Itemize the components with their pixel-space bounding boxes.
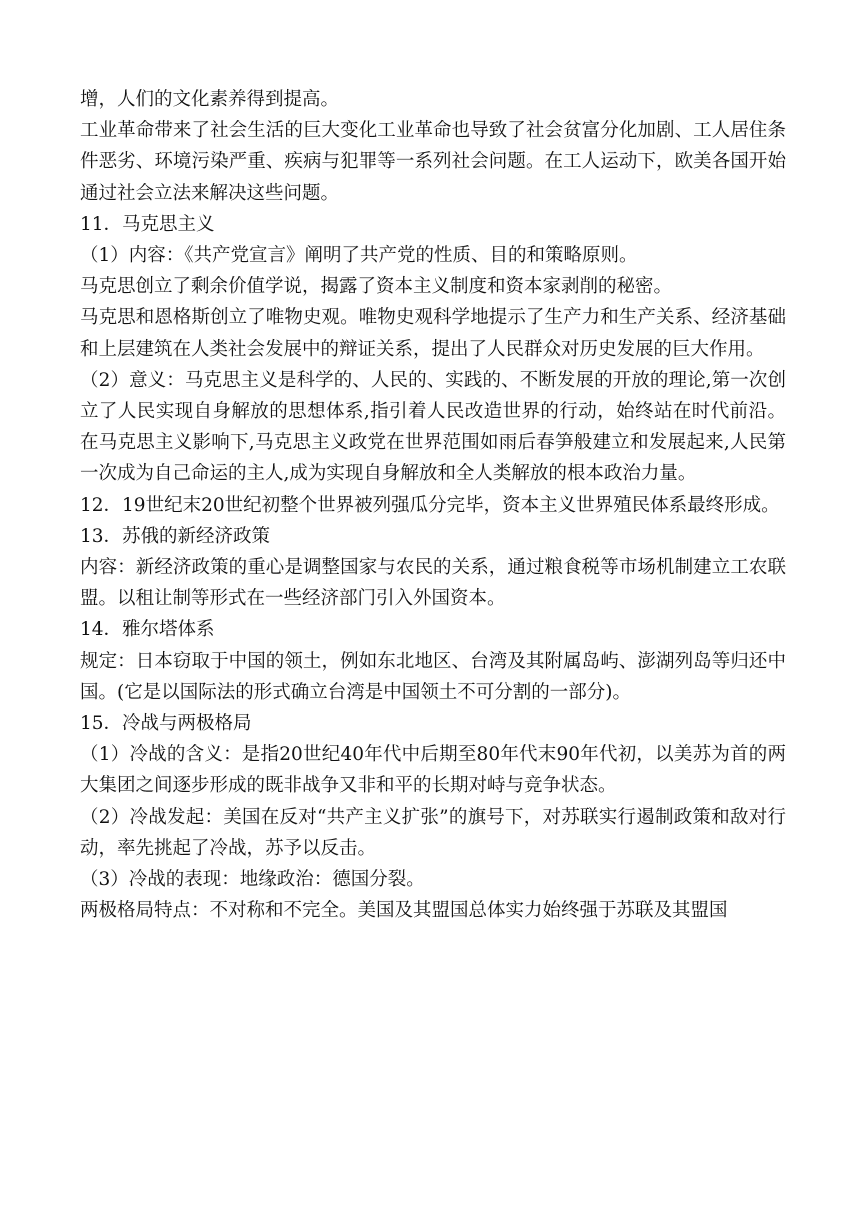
heading-marxism: 11．马克思主义 [80,213,215,235]
paragraph-marxism-content: （1）内容：《共产党宣言》阐明了共产党的性质、目的和策略原则。 [80,245,638,267]
paragraph-marxism-significance: （2）意义：马克思主义是科学的、人民的、实践的、不断发展的开放的理论,第一次创立了人民实现自身解放的思想体系,指引着人民改造世界的行动，始终站在时代前沿。在马克思主义影响下,马克思主义政党在世界范围如雨后春笋般建立和发展起来,人民第一次成为自己命运的主人,成为实现自身解放和全人类解放的根本政治力量。 [80,369,786,485]
paragraph-colonial-system: 12．19世纪末20世纪初整个世界被列强瓜分完毕，资本主义世界殖民体系最终形成。 [80,494,780,516]
paragraph-historical-materialism: 马克思和恩格斯创立了唯物史观。唯物史观科学地提示了生产力和生产关系、经济基础和上层建筑在人类社会发展中的辩证关系，提出了人民群众对历史发展的巨大作用。 [80,307,786,360]
paragraph-new-economic-policy: 内容：新经济政策的重心是调整国家与农民的关系，通过粮食税等市场机制建立工农联盟。以租让制等形式在一些经济部门引入外国资本。 [80,557,786,610]
paragraph-literacy: 增，人们的文化素养得到提高。 [80,89,340,110]
paragraph-yalta-provisions: 规定：日本窃取于中国的领土，例如东北地区、台湾及其附属岛屿、澎湖列岛等归还中国。(它是以国际法的形式确立台湾是中国领土不可分割的一部分)。 [80,650,786,703]
heading-yalta-system: 14．雅尔塔体系 [80,619,215,641]
document-body [80,84,786,926]
paragraph-surplus-value: 马克思创立了剩余价值学说，揭露了资本主义制度和资本家剥削的秘密。 [80,276,673,298]
heading-new-economic-policy: 13．苏俄的新经济政策 [80,525,271,547]
paragraph-industrial-revolution-effects: 工业革命带来了社会生活的巨大变化工业革命也导致了社会贫富分化加剧、工人居住条件恶劣、环境污染严重、疾病与犯罪等一系列社会问题。在工人运动下，欧美各国开始通过社会立法来解决这些问题。 [80,120,786,204]
paragraph-cold-war-manifestation: （3）冷战的表现：地缘政治：德国分裂。 [80,869,425,891]
paragraph-cold-war-origin: （2）冷战发起：美国在反对“共产主义扩张”的旗号下，对苏联实行遏制政策和敌对行动，率先挑起了冷战，苏予以反击。 [80,806,786,859]
paragraph-cold-war-meaning: （1）冷战的含义：是指20世纪40年代中后期至80年代末90年代初，以美苏为首的两大集团之间逐步形成的既非战争又非和平的长期对峙与竞争状态。 [80,744,786,797]
paragraph-bipolar-features: 两极格局特点：不对称和不完全。美国及其盟国总体实力始终强于苏联及其盟国 [80,900,728,922]
heading-cold-war: 15．冷战与两极格局 [80,713,252,735]
